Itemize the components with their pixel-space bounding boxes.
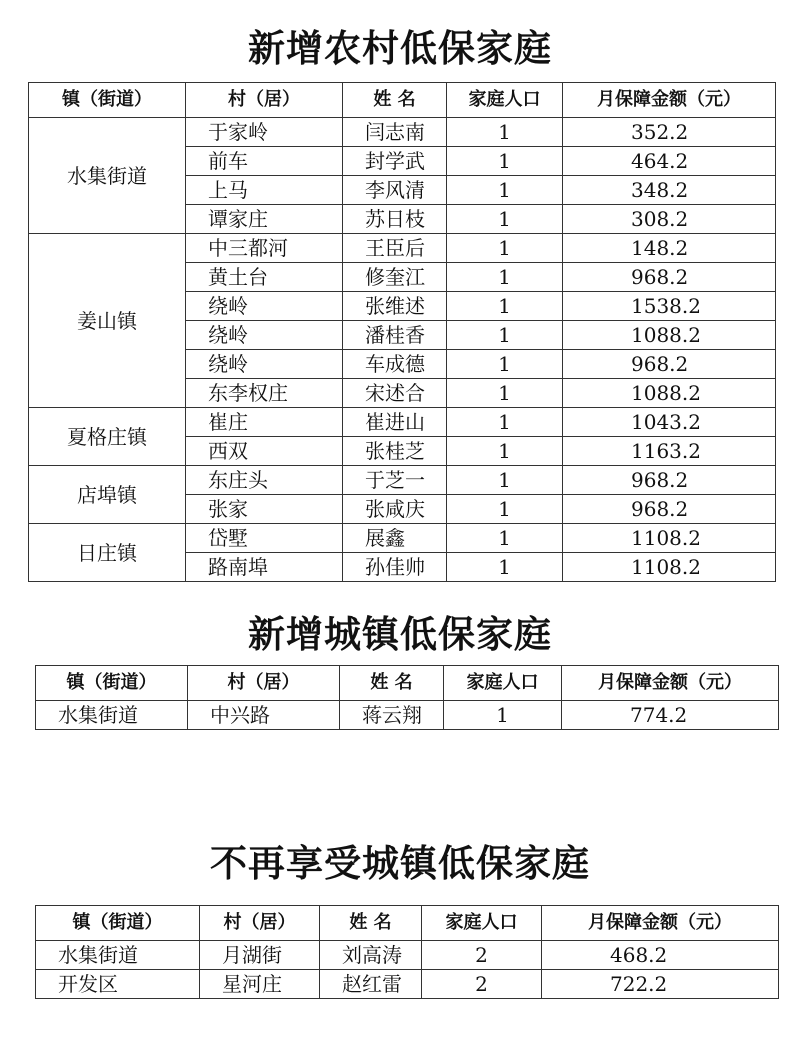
household-size-cell: 1 (447, 234, 563, 263)
amount-cell: 968.2 (563, 466, 776, 495)
header-row (36, 666, 779, 701)
amount-cell: 308.2 (563, 205, 776, 234)
village-cell: 中三都河 (186, 234, 343, 263)
household-size-cell: 1 (447, 118, 563, 147)
header-village: 村（居） (188, 666, 340, 701)
amount-cell: 968.2 (563, 495, 776, 524)
household-size-cell: 1 (447, 176, 563, 205)
village-cell: 绕岭 (186, 321, 343, 350)
urban-new-title: 新增城镇低保家庭 (248, 613, 552, 656)
name-cell: 崔进山 (343, 408, 447, 437)
amount-cell: 464.2 (563, 147, 776, 176)
header-name: 姓 名 (340, 666, 444, 701)
name-cell: 闫志南 (343, 118, 447, 147)
town-cell: 夏格庄镇 (29, 408, 186, 466)
name-cell: 蒋云翔 (340, 701, 444, 730)
header-village: 村（居） (200, 906, 320, 941)
household-size-cell: 1 (447, 147, 563, 176)
village-cell: 东庄头 (186, 466, 343, 495)
name-cell: 孙佳帅 (343, 553, 447, 582)
header-town: 镇（街道） (36, 666, 188, 701)
amount-cell: 148.2 (563, 234, 776, 263)
amount-cell: 352.2 (563, 118, 776, 147)
header-row (29, 83, 776, 118)
rural-new-title: 新增农村低保家庭 (248, 27, 552, 70)
town-cell: 水集街道 (36, 941, 200, 970)
table-row (29, 408, 776, 437)
amount-cell: 1088.2 (563, 379, 776, 408)
table-row (36, 701, 779, 730)
header-household-size: 家庭人口 (444, 666, 562, 701)
town-cell: 店埠镇 (29, 466, 186, 524)
town-cell: 姜山镇 (29, 234, 186, 408)
household-size-cell: 1 (447, 437, 563, 466)
table-row (29, 466, 776, 495)
urban-removed-table (35, 905, 779, 999)
household-size-cell: 1 (447, 553, 563, 582)
name-cell: 潘桂香 (343, 321, 447, 350)
amount-cell: 1538.2 (563, 292, 776, 321)
village-cell: 路南埠 (186, 553, 343, 582)
name-cell: 赵红雷 (320, 970, 422, 999)
town-cell: 日庄镇 (29, 524, 186, 582)
header-monthly-amount: 月保障金额（元） (542, 906, 779, 941)
header-monthly-amount: 月保障金额（元） (562, 666, 779, 701)
household-size-cell: 1 (447, 524, 563, 553)
village-cell: 中兴路 (188, 701, 340, 730)
village-cell: 月湖街 (200, 941, 320, 970)
name-cell: 苏日枝 (343, 205, 447, 234)
village-cell: 谭家庄 (186, 205, 343, 234)
household-size-cell: 1 (447, 408, 563, 437)
household-size-cell: 1 (447, 495, 563, 524)
name-cell: 车成德 (343, 350, 447, 379)
name-cell: 宋述合 (343, 379, 447, 408)
household-size-cell: 1 (447, 350, 563, 379)
amount-cell: 468.2 (542, 941, 779, 970)
name-cell: 修奎江 (343, 263, 447, 292)
household-size-cell: 1 (447, 292, 563, 321)
village-cell: 前车 (186, 147, 343, 176)
header-village: 村（居） (186, 83, 343, 118)
header-household-size: 家庭人口 (447, 83, 563, 118)
household-size-cell: 1 (447, 321, 563, 350)
amount-cell: 1088.2 (563, 321, 776, 350)
amount-cell: 1043.2 (563, 408, 776, 437)
name-cell: 张维述 (343, 292, 447, 321)
header-row (36, 906, 779, 941)
amount-cell: 722.2 (542, 970, 779, 999)
name-cell: 封学武 (343, 147, 447, 176)
household-size-cell: 1 (447, 263, 563, 292)
amount-cell: 1163.2 (563, 437, 776, 466)
amount-cell: 1108.2 (563, 524, 776, 553)
table-row (29, 524, 776, 553)
header-town: 镇（街道） (29, 83, 186, 118)
table-row (29, 234, 776, 263)
town-cell: 开发区 (36, 970, 200, 999)
household-size-cell: 2 (422, 941, 542, 970)
amount-cell: 774.2 (562, 701, 779, 730)
urban-new-table (35, 665, 779, 730)
village-cell: 绕岭 (186, 350, 343, 379)
header-name: 姓 名 (320, 906, 422, 941)
village-cell: 于家岭 (186, 118, 343, 147)
village-cell: 绕岭 (186, 292, 343, 321)
village-cell: 西双 (186, 437, 343, 466)
header-monthly-amount: 月保障金额（元） (563, 83, 776, 118)
household-size-cell: 1 (447, 379, 563, 408)
header-name: 姓 名 (343, 83, 447, 118)
rural-new-table (28, 82, 776, 582)
table-row (36, 970, 779, 999)
village-cell: 上马 (186, 176, 343, 205)
amount-cell: 968.2 (563, 350, 776, 379)
town-cell: 水集街道 (29, 118, 186, 234)
amount-cell: 1108.2 (563, 553, 776, 582)
town-cell: 水集街道 (36, 701, 188, 730)
name-cell: 刘高涛 (320, 941, 422, 970)
village-cell: 黄土台 (186, 263, 343, 292)
village-cell: 岱墅 (186, 524, 343, 553)
village-cell: 东李权庄 (186, 379, 343, 408)
name-cell: 于芝一 (343, 466, 447, 495)
household-size-cell: 2 (422, 970, 542, 999)
village-cell: 崔庄 (186, 408, 343, 437)
household-size-cell: 1 (447, 205, 563, 234)
household-size-cell: 1 (447, 466, 563, 495)
amount-cell: 348.2 (563, 176, 776, 205)
name-cell: 展鑫 (343, 524, 447, 553)
household-size-cell: 1 (444, 701, 562, 730)
table-row (36, 941, 779, 970)
name-cell: 王臣后 (343, 234, 447, 263)
table-row (29, 118, 776, 147)
name-cell: 李风清 (343, 176, 447, 205)
header-household-size: 家庭人口 (422, 906, 542, 941)
header-town: 镇（街道） (36, 906, 200, 941)
amount-cell: 968.2 (563, 263, 776, 292)
village-cell: 张家 (186, 495, 343, 524)
name-cell: 张桂芝 (343, 437, 447, 466)
name-cell: 张咸庆 (343, 495, 447, 524)
urban-removed-title: 不再享受城镇低保家庭 (210, 842, 590, 885)
village-cell: 星河庄 (200, 970, 320, 999)
